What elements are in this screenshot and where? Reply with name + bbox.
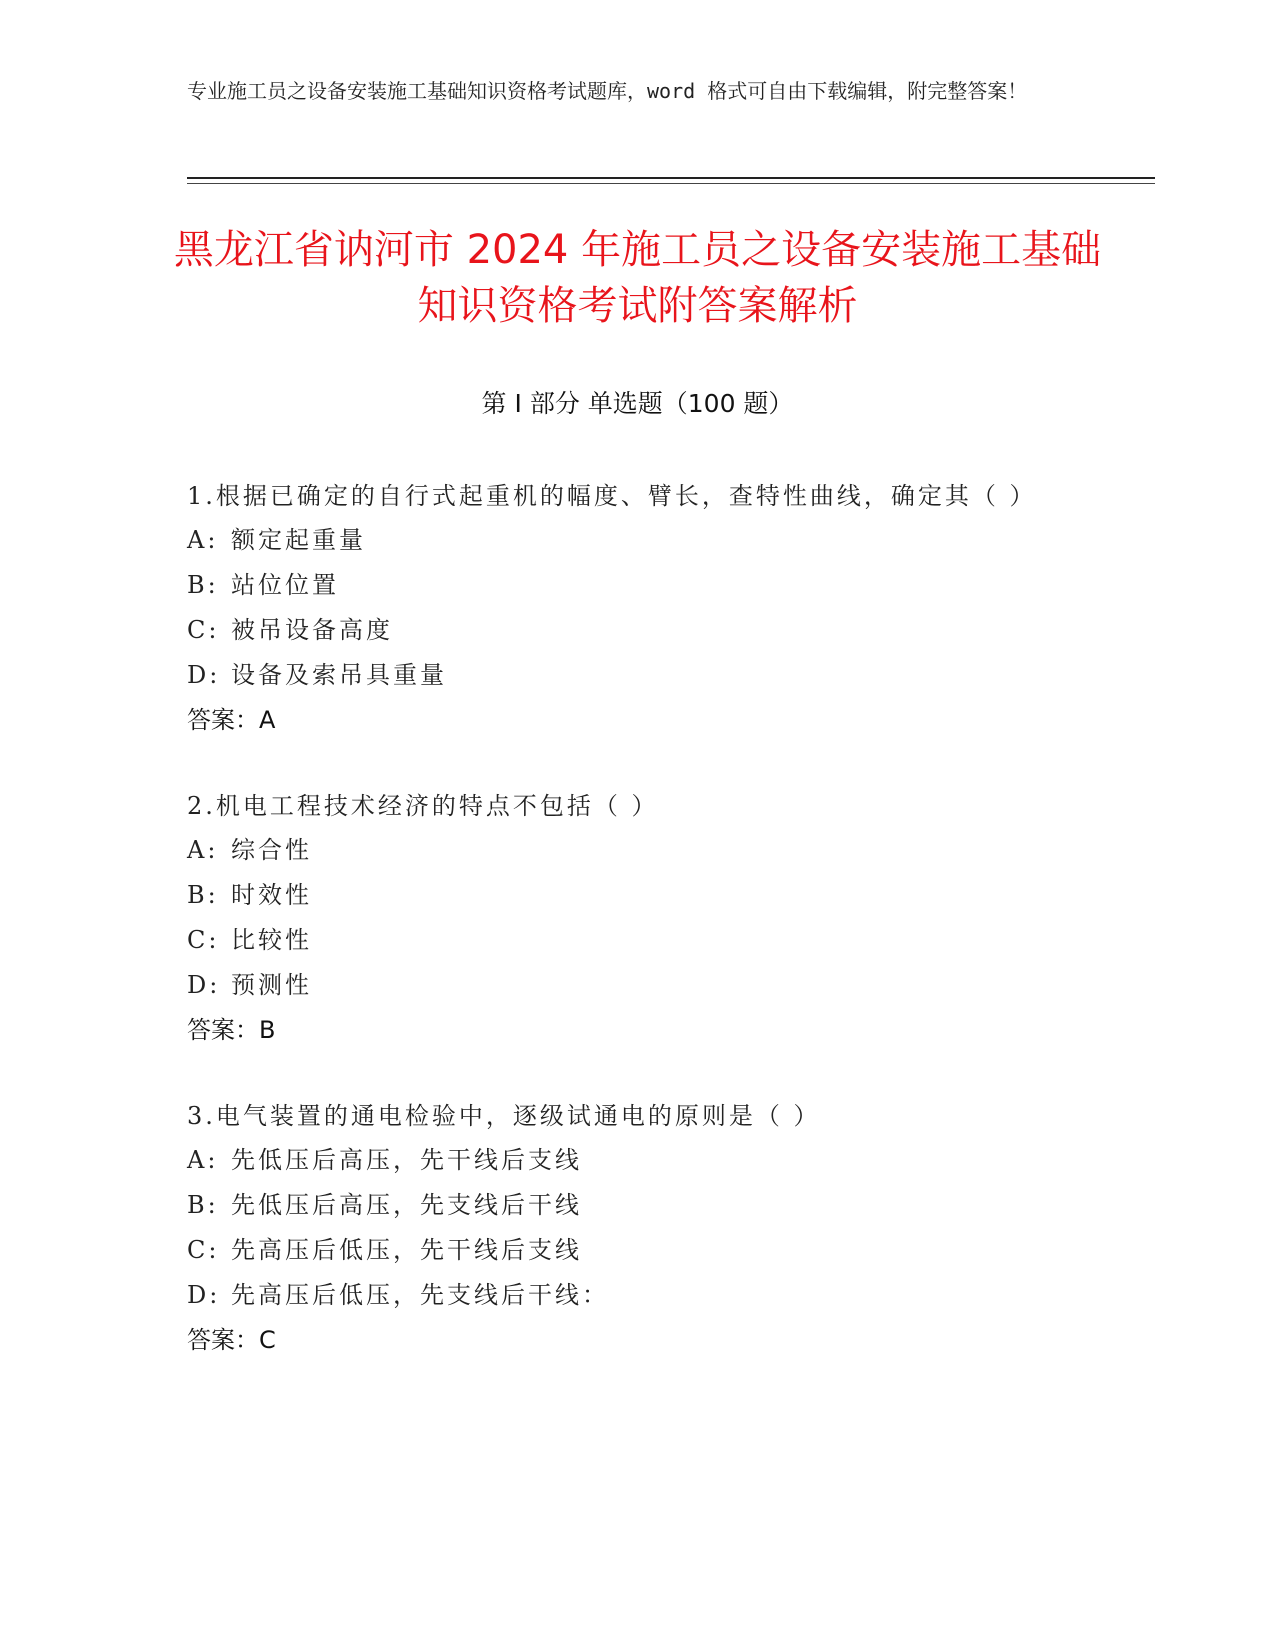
option-text: 时效性 xyxy=(231,881,312,909)
option-key: C: xyxy=(187,926,220,954)
option-text: 先低压后高压，先干线后支线 xyxy=(231,1146,582,1174)
option-d xyxy=(187,653,1067,698)
option-key: C: xyxy=(187,1236,220,1264)
option-key: D: xyxy=(187,1281,221,1309)
option-a xyxy=(187,828,1067,873)
option-b xyxy=(187,873,1067,918)
option-text: 综合性 xyxy=(231,836,312,864)
question-1 xyxy=(187,475,1067,743)
option-d xyxy=(187,1273,1067,1318)
question-stem: 3.电气装置的通电检验中，逐级试通电的原则是（ ） xyxy=(187,1102,821,1130)
answer-line: 答案：B xyxy=(187,1016,276,1044)
option-key: A: xyxy=(187,526,219,554)
header-note: 专业施工员之设备安装施工基础知识资格考试题库，word 格式可自由下载编辑，附完整答案！ xyxy=(187,79,1028,103)
option-key: B: xyxy=(187,881,219,909)
header-divider-thick xyxy=(187,177,1155,179)
question-stem: 2.机电工程技术经济的特点不包括（ ） xyxy=(187,792,659,820)
question-stem: 1.根据已确定的自行式起重机的幅度、臂长，查特性曲线，确定其（ ） xyxy=(187,482,1037,510)
option-text: 先高压后低压，先干线后支线 xyxy=(231,1236,582,1264)
question-2 xyxy=(187,785,1067,1053)
answer-line: 答案：A xyxy=(187,706,276,734)
option-text: 站位位置 xyxy=(231,571,339,599)
option-text: 被吊设备高度 xyxy=(231,616,393,644)
option-b xyxy=(187,563,1067,608)
option-c xyxy=(187,918,1067,963)
option-c xyxy=(187,1228,1067,1273)
option-text: 先高压后低压，先支线后干线： xyxy=(231,1281,609,1309)
question-3 xyxy=(187,1095,1067,1363)
option-text: 预测性 xyxy=(231,971,312,999)
option-a xyxy=(187,518,1067,563)
option-d xyxy=(187,963,1067,1008)
question-list xyxy=(187,475,1067,1405)
option-key: B: xyxy=(187,571,219,599)
section-heading: 第 I 部分 单选题（100 题） xyxy=(481,389,794,418)
option-text: 额定起重量 xyxy=(231,526,366,554)
header-divider-thin xyxy=(187,183,1155,184)
option-key: A: xyxy=(187,1146,219,1174)
answer-line: 答案：C xyxy=(187,1326,276,1354)
option-key: D: xyxy=(187,971,221,999)
option-text: 先低压后高压，先支线后干线 xyxy=(231,1191,582,1219)
option-key: C: xyxy=(187,616,220,644)
option-text: 比较性 xyxy=(231,926,312,954)
option-key: B: xyxy=(187,1191,219,1219)
option-b xyxy=(187,1183,1067,1228)
option-a xyxy=(187,1138,1067,1183)
option-c xyxy=(187,608,1067,653)
document-title: 黑龙江省讷河市 2024 年施工员之设备安装施工基础知识资格考试附答案解析 xyxy=(173,227,1102,329)
option-text: 设备及索吊具重量 xyxy=(231,661,447,689)
option-key: A: xyxy=(187,836,219,864)
option-key: D: xyxy=(187,661,221,689)
